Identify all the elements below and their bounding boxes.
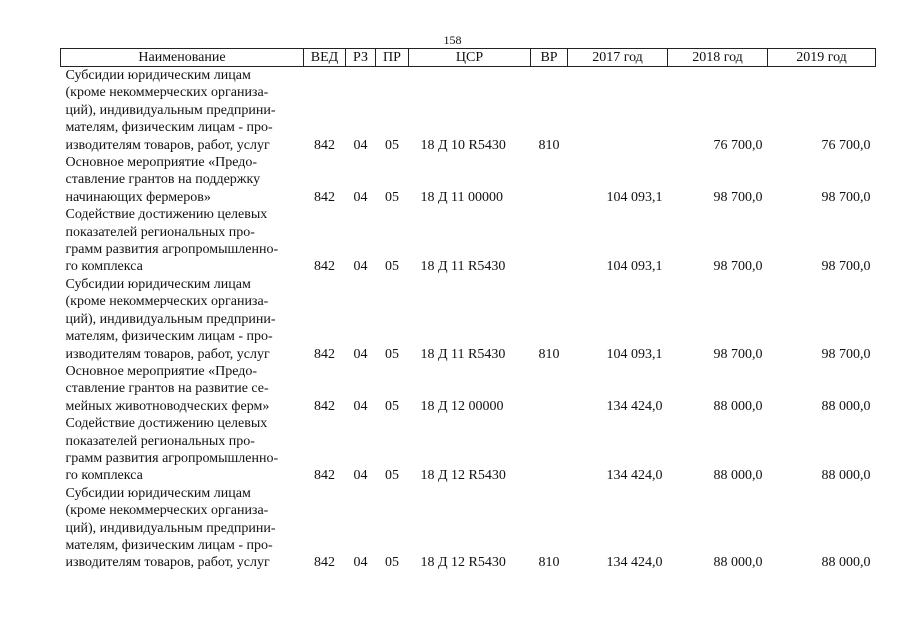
row-value-2018: 88 000,0 xyxy=(713,398,763,414)
row-vr xyxy=(531,363,568,415)
row-name-line: ставление грантов на поддержку xyxy=(65,172,261,188)
header-name: Наименование xyxy=(61,49,304,67)
row-value-2017: 104 093,1 xyxy=(606,346,663,362)
header-rz: РЗ xyxy=(346,49,376,67)
row-name-line: ставление грантов на развитие се- xyxy=(65,381,269,397)
row-ved: 842 xyxy=(314,137,335,153)
row-csr: 18 Д 10 R5430 xyxy=(420,137,506,153)
row-name-line: начинающих фермеров» xyxy=(65,189,211,205)
row-name-line: ций), индивидуальным предприни- xyxy=(65,102,276,118)
row-pr: 05 xyxy=(385,346,399,362)
row-name-line: грамм развития агропромышленно- xyxy=(65,450,279,466)
row-pr: 05 xyxy=(385,137,399,153)
row-ved: 842 xyxy=(314,468,335,484)
row-name-line: (кроме некоммерческих организа- xyxy=(65,503,269,519)
row-pr: 05 xyxy=(385,259,399,275)
row-name-line: Субсидии юридическим лицам xyxy=(65,68,251,83)
row-value-2019: 98 700,0 xyxy=(821,189,871,205)
row-vr: 810 xyxy=(538,346,560,362)
row-name-line: показателей региональных про- xyxy=(65,433,255,449)
row-value-2019: 98 700,0 xyxy=(821,259,871,275)
row-value-2019: 88 000,0 xyxy=(821,398,871,414)
row-value-2019: 76 700,0 xyxy=(821,137,871,153)
row-csr: 18 Д 12 R5430 xyxy=(420,555,506,571)
header-2018: 2018 год xyxy=(668,49,768,67)
row-value-2019: 98 700,0 xyxy=(821,346,871,362)
row-rz: 04 xyxy=(353,137,368,153)
row-ved: 842 xyxy=(314,555,335,571)
row-pr: 05 xyxy=(385,189,399,205)
row-vr xyxy=(531,206,568,276)
table-row xyxy=(61,363,876,415)
table-row xyxy=(61,276,876,363)
row-name-line: мейных животноводческих ферм» xyxy=(65,398,270,414)
row-rz: 04 xyxy=(353,555,368,571)
row-name-line: (кроме некоммерческих организа- xyxy=(65,294,269,310)
row-value-2019: 88 000,0 xyxy=(821,468,871,484)
table-row xyxy=(61,485,876,572)
row-value-2017: 134 424,0 xyxy=(606,555,663,571)
row-rz: 04 xyxy=(353,346,368,362)
row-name-line: ций), индивидуальным предприни- xyxy=(65,311,276,327)
row-pr: 05 xyxy=(385,398,399,414)
row-name-line: Основное мероприятие «Предо- xyxy=(65,155,258,171)
row-pr: 05 xyxy=(385,468,399,484)
row-name-line: Субсидии юридическим лицам xyxy=(65,276,251,292)
row-name-cell xyxy=(61,363,304,415)
row-value-2018: 88 000,0 xyxy=(713,555,763,571)
budget-table xyxy=(60,48,876,572)
header-ved: ВЕД xyxy=(304,49,346,67)
row-rz: 04 xyxy=(353,398,368,414)
row-vr xyxy=(531,415,568,485)
row-value-2017: 104 093,1 xyxy=(606,259,663,275)
row-ved: 842 xyxy=(314,259,335,275)
row-name-cell xyxy=(61,276,304,363)
row-value-2019: 88 000,0 xyxy=(821,555,871,571)
header-vr: ВР xyxy=(531,49,568,67)
table-body xyxy=(61,67,876,572)
row-value-2018: 76 700,0 xyxy=(713,137,763,153)
table-row xyxy=(61,206,876,276)
row-name-cell xyxy=(61,67,304,155)
row-vr: 810 xyxy=(538,555,560,571)
row-vr: 810 xyxy=(538,137,560,153)
row-name-line: изводителям товаров, работ, услуг xyxy=(65,555,270,571)
row-name-cell xyxy=(61,415,304,485)
row-name-line: (кроме некоммерческих организа- xyxy=(65,85,269,101)
row-name-cell xyxy=(61,206,304,276)
page-number: 158 xyxy=(443,33,462,47)
header-row xyxy=(61,49,876,67)
table-row xyxy=(61,415,876,485)
row-value-2018: 88 000,0 xyxy=(713,468,763,484)
row-csr: 18 Д 12 R5430 xyxy=(420,468,506,484)
row-pr: 05 xyxy=(385,555,399,571)
row-value-2017 xyxy=(568,67,668,155)
row-ved: 842 xyxy=(314,398,335,414)
row-name-line: мателям, физическим лицам - про- xyxy=(65,120,273,136)
row-rz: 04 xyxy=(353,259,368,275)
row-name-line: изводителям товаров, работ, услуг xyxy=(65,346,270,362)
header-pr: ПР xyxy=(376,49,409,67)
row-value-2018: 98 700,0 xyxy=(713,189,763,205)
row-name-line: изводителям товаров, работ, услуг xyxy=(65,137,270,153)
row-name-line: Содействие достижению целевых xyxy=(65,207,268,223)
table-header xyxy=(61,49,876,67)
row-name-cell xyxy=(61,154,304,206)
header-2019: 2019 год xyxy=(768,49,876,67)
row-name-line: го комплекса xyxy=(65,468,143,484)
row-name-line: мателям, физическим лицам - про- xyxy=(65,329,273,345)
row-name-line: ций), индивидуальным предприни- xyxy=(65,520,276,536)
row-value-2018: 98 700,0 xyxy=(713,346,763,362)
row-csr: 18 Д 11 R5430 xyxy=(420,346,506,362)
row-value-2017: 134 424,0 xyxy=(606,468,663,484)
row-vr xyxy=(531,154,568,206)
table-row xyxy=(61,67,876,155)
row-csr: 18 Д 12 00000 xyxy=(420,398,504,414)
row-csr: 18 Д 11 00000 xyxy=(420,189,504,205)
row-value-2017: 134 424,0 xyxy=(606,398,663,414)
row-name-line: Основное мероприятие «Предо- xyxy=(65,363,258,379)
row-ved: 842 xyxy=(314,189,335,205)
header-csr: ЦСР xyxy=(409,49,531,67)
row-name-line: го комплекса xyxy=(65,259,143,275)
row-name-line: грамм развития агропромышленно- xyxy=(65,242,279,258)
table-row xyxy=(61,154,876,206)
row-value-2018: 98 700,0 xyxy=(713,259,763,275)
row-name-line: мателям, физическим лицам - про- xyxy=(65,537,273,553)
row-name-line: показателей региональных про- xyxy=(65,224,255,240)
row-csr: 18 Д 11 R5430 xyxy=(420,259,506,275)
row-value-2017: 104 093,1 xyxy=(606,189,663,205)
row-ved: 842 xyxy=(314,346,335,362)
header-2017: 2017 год xyxy=(568,49,668,67)
row-name-line: Содействие достижению целевых xyxy=(65,416,268,432)
row-name-line: Субсидии юридическим лицам xyxy=(65,485,251,501)
row-rz: 04 xyxy=(353,189,368,205)
row-rz: 04 xyxy=(353,468,368,484)
row-name-cell xyxy=(61,485,304,572)
